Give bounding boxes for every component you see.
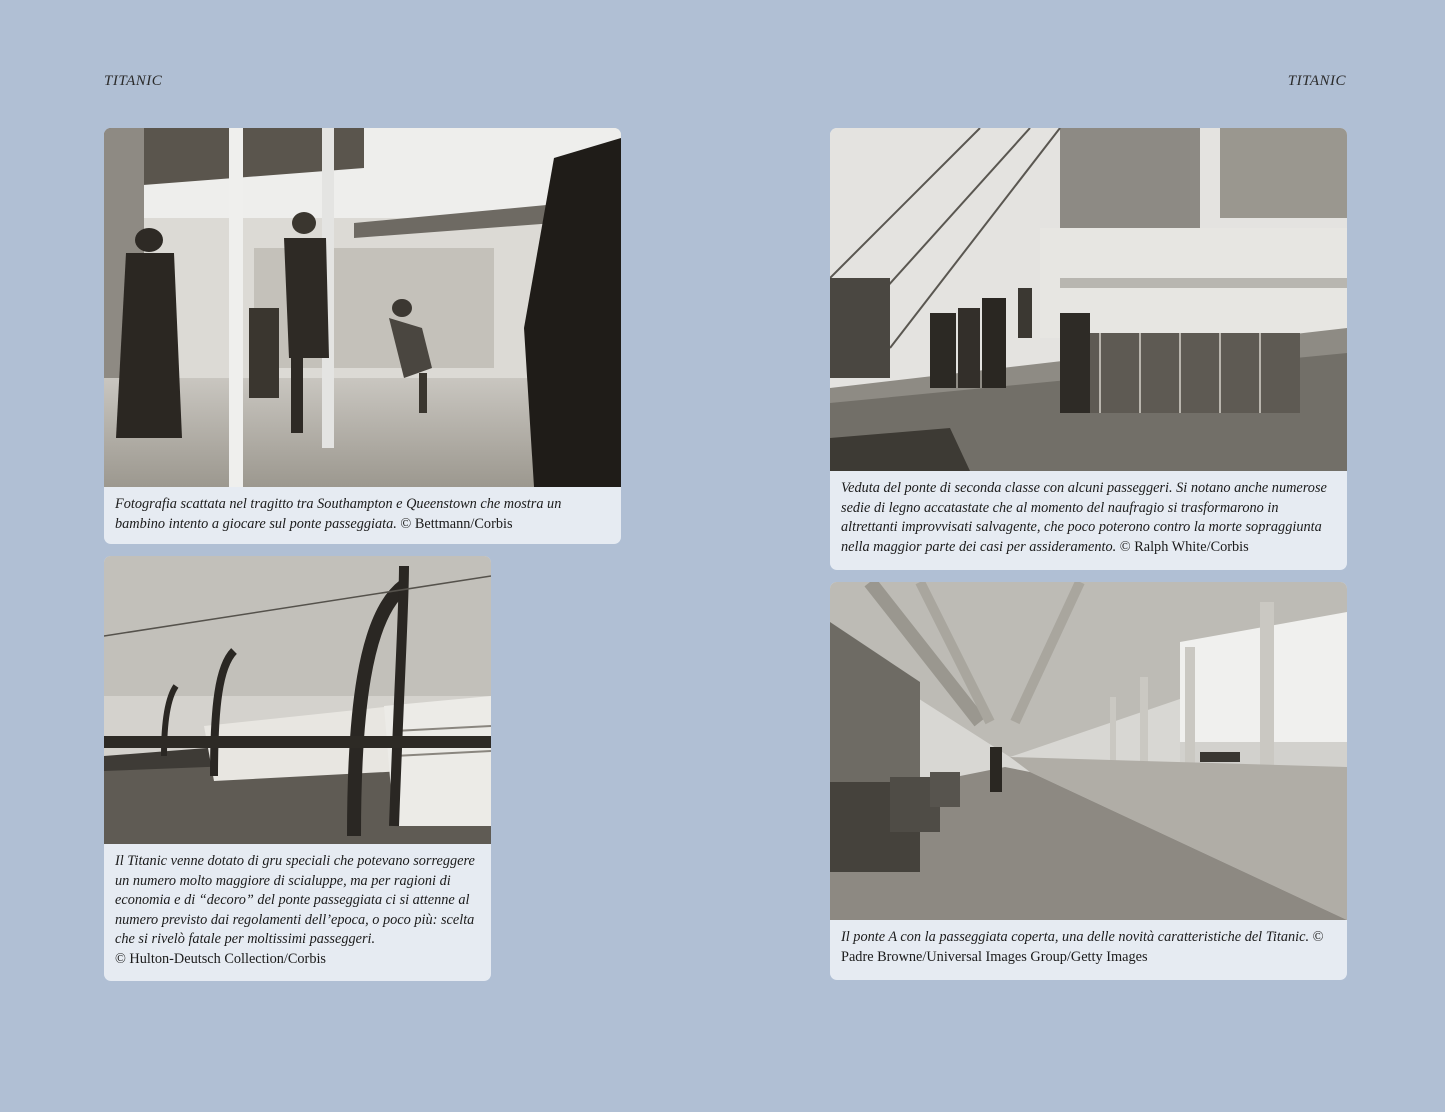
caption	[830, 920, 1347, 967]
photo-lifeboat-davits	[104, 556, 491, 844]
photo-credit: © Hulton-Deutsch Collection/Corbis	[115, 950, 326, 967]
caption-text: Veduta del ponte di seconda classe con alcuni passeggeri. Si notano anche numerose sedie di legno accatastate che al momento del naufragio si trasformarono in altrettanti improvvisati salvagente, che poco poterono contro la morte sopraggiunta nella maggior parte dei casi per assideramento.	[841, 480, 1327, 555]
photo-card-child-playing	[104, 128, 621, 544]
photo-child-playing-on-deck	[104, 128, 621, 487]
caption-text: Il Titanic venne dotato di gru speciali che potevano sorreggere un numero molto maggiore di scialuppe, ma per ragioni di economia e di “decoro” del ponte passeggiata ci si attenne al numero previsto dai regolamenti dell’epoca, o poco più: scelta che si rivelò fatale per moltissimi passeggeri.	[115, 853, 475, 947]
caption	[104, 487, 621, 534]
running-head-left: TITANIC	[104, 73, 163, 89]
photo-second-class-deck	[830, 128, 1347, 471]
caption	[830, 471, 1347, 557]
photo-credit: © Bettmann/Corbis	[400, 515, 513, 532]
photo-card-lifeboat-davits	[104, 556, 491, 981]
photo-credit: © Ralph White/Corbis	[1119, 538, 1249, 555]
caption-text: Il ponte A con la passeggiata coperta, una delle novità caratteristiche del Titanic.	[841, 929, 1310, 945]
caption	[104, 844, 491, 969]
caption-text: Fotografia scattata nel tragitto tra Southampton e Queenstown che mostra un bambino intento a giocare sul ponte passeggiata.	[115, 496, 562, 532]
photo-card-a-deck-promenade	[830, 582, 1347, 980]
running-head-right: TITANIC	[1287, 73, 1346, 89]
photo-credit: © Padre Browne/Universal Images Group/Getty Images	[841, 929, 1324, 965]
photo-a-deck-promenade	[830, 582, 1347, 920]
photo-card-second-class-deck	[830, 128, 1347, 570]
